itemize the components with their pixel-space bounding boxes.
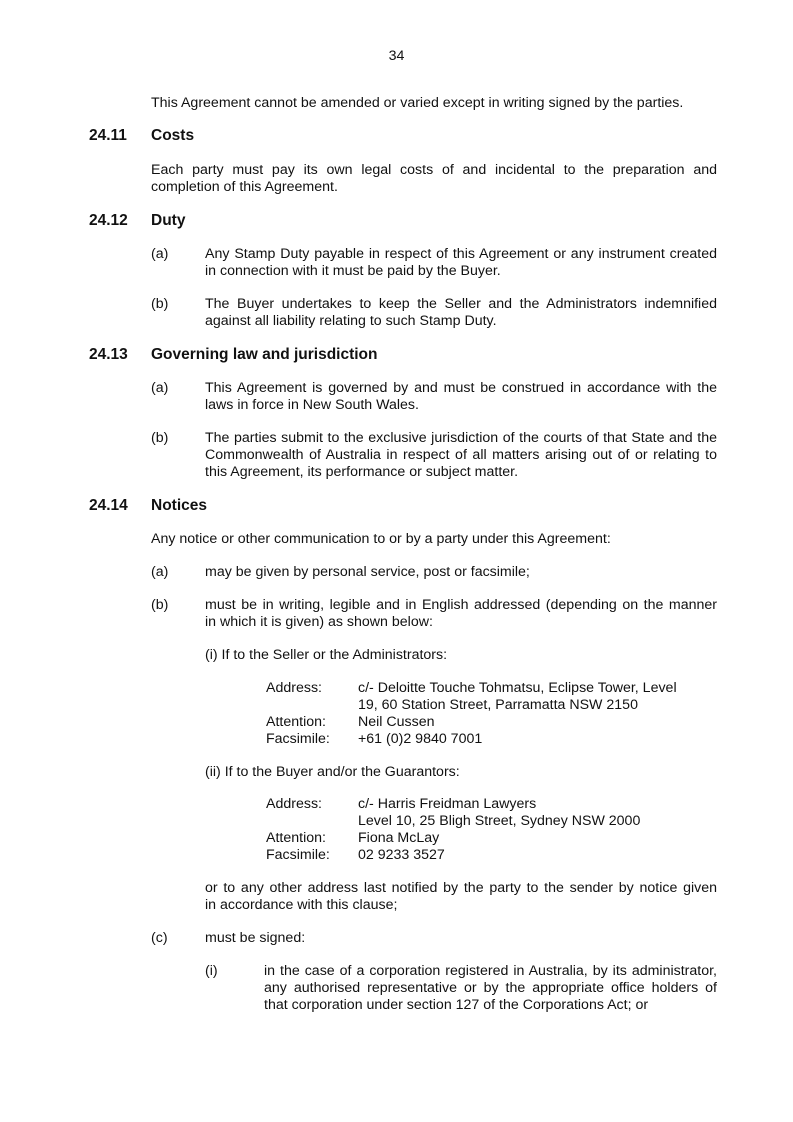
notices-item-b-line2: in which it is given) as shown below: (205, 614, 433, 630)
recipient-seller-attention-label: Attention: (266, 714, 326, 730)
duty-item-a-line2: in connection with it must be paid by the Buyer. (205, 263, 501, 279)
recipient-buyer-attention-label: Attention: (266, 830, 326, 846)
governing-item-b-line2: Commonwealth of Australia in respect of all matters arising out of or relating to (205, 447, 717, 463)
governing-item-b-line1: The parties submit to the exclusive jurisdiction of the courts of that State and the (205, 430, 717, 446)
section-title-costs: Costs (151, 127, 195, 144)
governing-item-a-line1: This Agreement is governed by and must be construed in accordance with the (205, 380, 717, 396)
recipient-seller-attention: Neil Cussen (358, 714, 435, 730)
costs-text-line2: completion of this Agreement. (151, 179, 338, 195)
section-title-notices: Notices (151, 497, 207, 514)
section-title-duty: Duty (151, 212, 186, 229)
section-title-governing-law: Governing law and jurisdiction (151, 346, 378, 363)
notices-item-c-text: must be signed: (205, 930, 306, 946)
duty-item-b-line1: The Buyer undertakes to keep the Seller and the Administrators indemnified (205, 296, 717, 312)
recipient-seller-address-label: Address: (266, 680, 322, 696)
notices-item-a-text: may be given by personal service, post or facsimile; (205, 564, 530, 580)
notices-item-c-i-line2: any authorised representative or by the appropriate office holders of (264, 980, 717, 996)
recipient-buyer-facsimile: 02 9233 3527 (358, 847, 445, 863)
section-number-costs: 24.11 (89, 127, 127, 144)
duty-item-b-line2: against all liability relating to such Stamp Duty. (205, 313, 497, 329)
section-number-duty: 24.12 (89, 212, 128, 229)
section-number-governing-law: 24.13 (89, 346, 128, 363)
notices-intro: Any notice or other communication to or by a party under this Agreement: (151, 531, 611, 547)
notices-item-c-i-line1: in the case of a corporation registered in Australia, by its administrator, (264, 963, 717, 979)
recipient-buyer-attention: Fiona McLay (358, 830, 440, 846)
recipient-seller-facsimile: +61 (0)2 9840 7001 (358, 731, 483, 747)
duty-item-a-label: (a) (151, 246, 169, 262)
notices-item-b-label: (b) (151, 597, 169, 613)
other-address-line2: in accordance with this clause; (205, 897, 398, 913)
duty-item-a-line1: Any Stamp Duty payable in respect of this Agreement or any instrument created (205, 246, 717, 262)
governing-item-a-line2: laws in force in New South Wales. (205, 397, 419, 413)
recipient-buyer-address-line1: c/- Harris Freidman Lawyers (358, 796, 537, 812)
notices-item-a-label: (a) (151, 564, 169, 580)
recipient-seller-facsimile-label: Facsimile: (266, 731, 330, 747)
recipient-buyer-facsimile-label: Facsimile: (266, 847, 330, 863)
amendment-clause: This Agreement cannot be amended or varied except in writing signed by the parties. (151, 95, 684, 111)
governing-item-b-line3: this Agreement, its performance or subject matter. (205, 464, 519, 480)
recipient-seller-heading: (i) If to the Seller or the Administrators: (205, 647, 448, 663)
governing-item-b-label: (b) (151, 430, 169, 446)
recipient-buyer-address-label: Address: (266, 796, 322, 812)
notices-item-c-label: (c) (151, 930, 168, 946)
duty-item-b-label: (b) (151, 296, 169, 312)
section-number-notices: 24.14 (89, 497, 128, 514)
notices-item-c-i-label: (i) (205, 963, 218, 979)
recipient-seller-address-line2: 19, 60 Station Street, Parramatta NSW 2150 (358, 697, 638, 713)
costs-text-line1: Each party must pay its own legal costs of and incidental to the preparation and (151, 162, 717, 178)
recipient-seller-address-line1: c/- Deloitte Touche Tohmatsu, Eclipse Tower, Level (358, 680, 677, 696)
governing-item-a-label: (a) (151, 380, 169, 396)
recipient-buyer-heading: (ii) If to the Buyer and/or the Guarantors: (205, 764, 460, 780)
page-number: 34 (388, 48, 405, 64)
notices-item-c-i-line3: that corporation under section 127 of the Corporations Act; or (264, 997, 649, 1013)
recipient-buyer-address-line2: Level 10, 25 Bligh Street, Sydney NSW 2000 (358, 813, 641, 829)
notices-item-b-line1: must be in writing, legible and in English addressed (depending on the manner (205, 597, 717, 613)
other-address-line1: or to any other address last notified by the party to the sender by notice given (205, 880, 717, 896)
